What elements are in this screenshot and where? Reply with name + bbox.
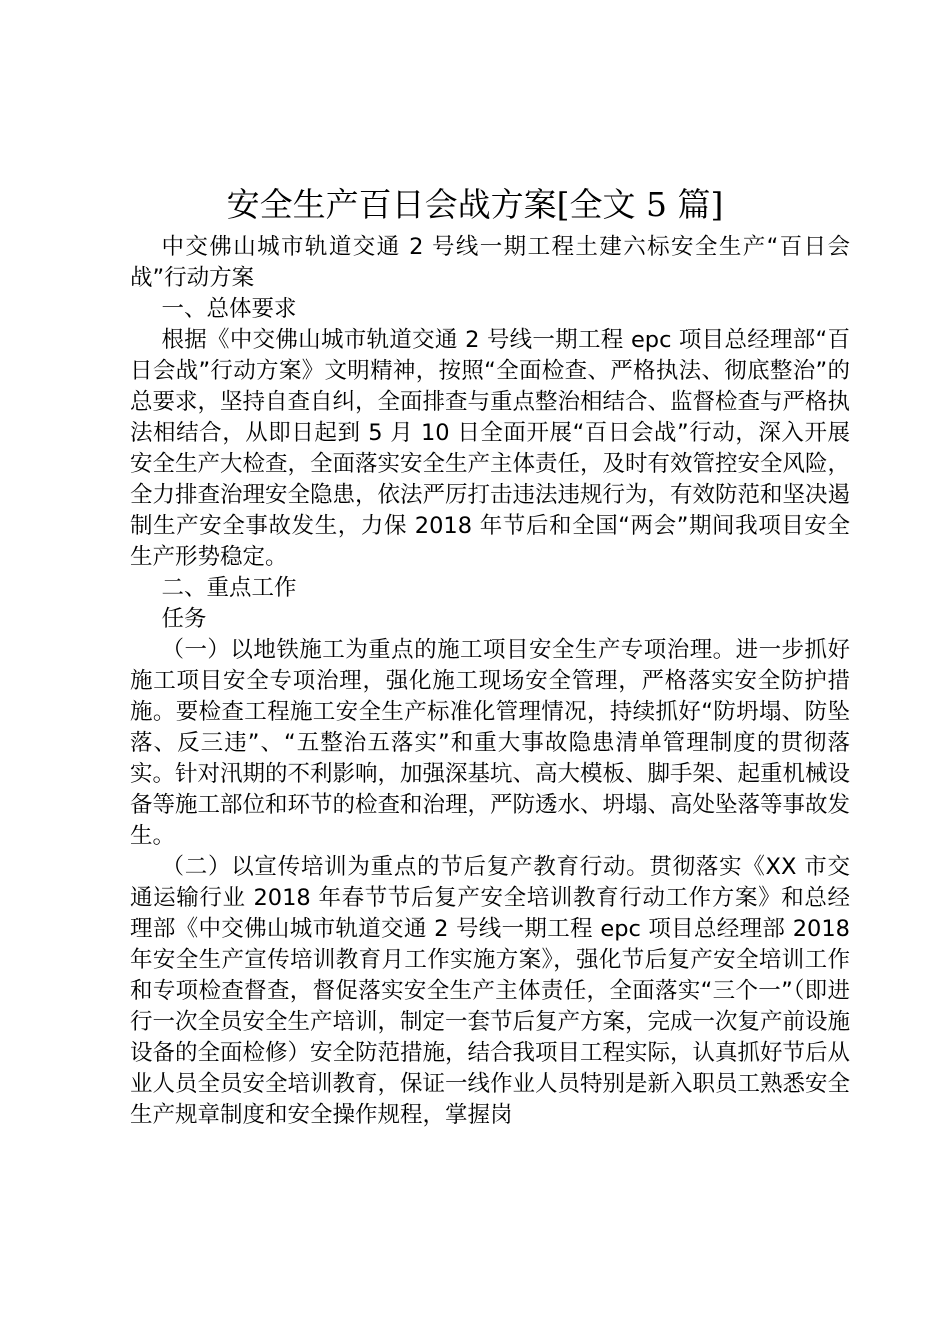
document-body: [130, 232, 850, 1131]
task-two-paragraph: （二）以宣传培训为重点的节后复产教育行动。贯彻落实《XX 市交通运输行业 2018 年春节节后复产安全培训教育行动工作方案》和总经理部《中交佛山城市轨道交通 2 号线一期工程 epc 项目总经理部 2018 年安全生产宣传培训教育月工作实施方案》，强化节后复产安全培训工作和专项检查督查，督促落实安全生产主体责任，全面落实“三个一”（即进行一次全员安全生产培训，制定一套节后复产方案，完成一次复产前设施设备的全面检修）安全防范措施，结合我项目工程实际，认真抓好节后从业人员全员安全培训教育，保证一线作业人员特别是新入职员工熟悉安全生产规章制度和安全操作规程，掌握岗: [130, 854, 851, 1128]
task-one-paragraph: （一）以地铁施工为重点的施工项目安全生产专项治理。进一步抓好施工项目安全专项治理，强化施工现场安全管理，严格落实安全防护措施。要检查工程施工安全生产标准化管理情况，持续抓好“防坍塌、防坠落、反三违”、“五整治五落实”和重大事故隐患清单管理制度的贯彻落实。针对汛期的不利影响，加强深基坑、高大模板、脚手架、起重机械设备等施工部位和环节的检查和治理，严防透水、坍塌、高处坠落等事故发生。: [130, 637, 851, 849]
section-heading-key-work: 二、重点工作: [161, 575, 297, 601]
general-requirements-paragraph: 根据《中交佛山城市轨道交通 2 号线一期工程 epc 项目总经理部“百日会战”行动方案》文明精神，按照“全面检查、严格执法、彻底整治”的总要求，坚持自查自纠，全面排查与重点整治相结合、监督检查与严格执法相结合，从即日起到 5 月 10 日全面开展“百日会战”行动，深入开展安全生产大检查，全面落实安全生产主体责任，及时有效管控安全风险，全力排查治理安全隐患，依法严厉打击违法违规行为，有效防范和坚决遏制生产安全事故发生，力保 2018 年节后和全国“两会”期间我项目安全生产形势稳定。: [130, 327, 851, 570]
section-heading-general-requirements: 一、总体要求: [161, 296, 297, 322]
tasks-heading: 任务: [161, 606, 207, 632]
subtitle-paragraph: 中交佛山城市轨道交通 2 号线一期工程土建六标安全生产“百日会战”行动方案: [130, 234, 850, 291]
document-title: 安全生产百日会战方案[全文 5 篇]: [226, 185, 724, 224]
